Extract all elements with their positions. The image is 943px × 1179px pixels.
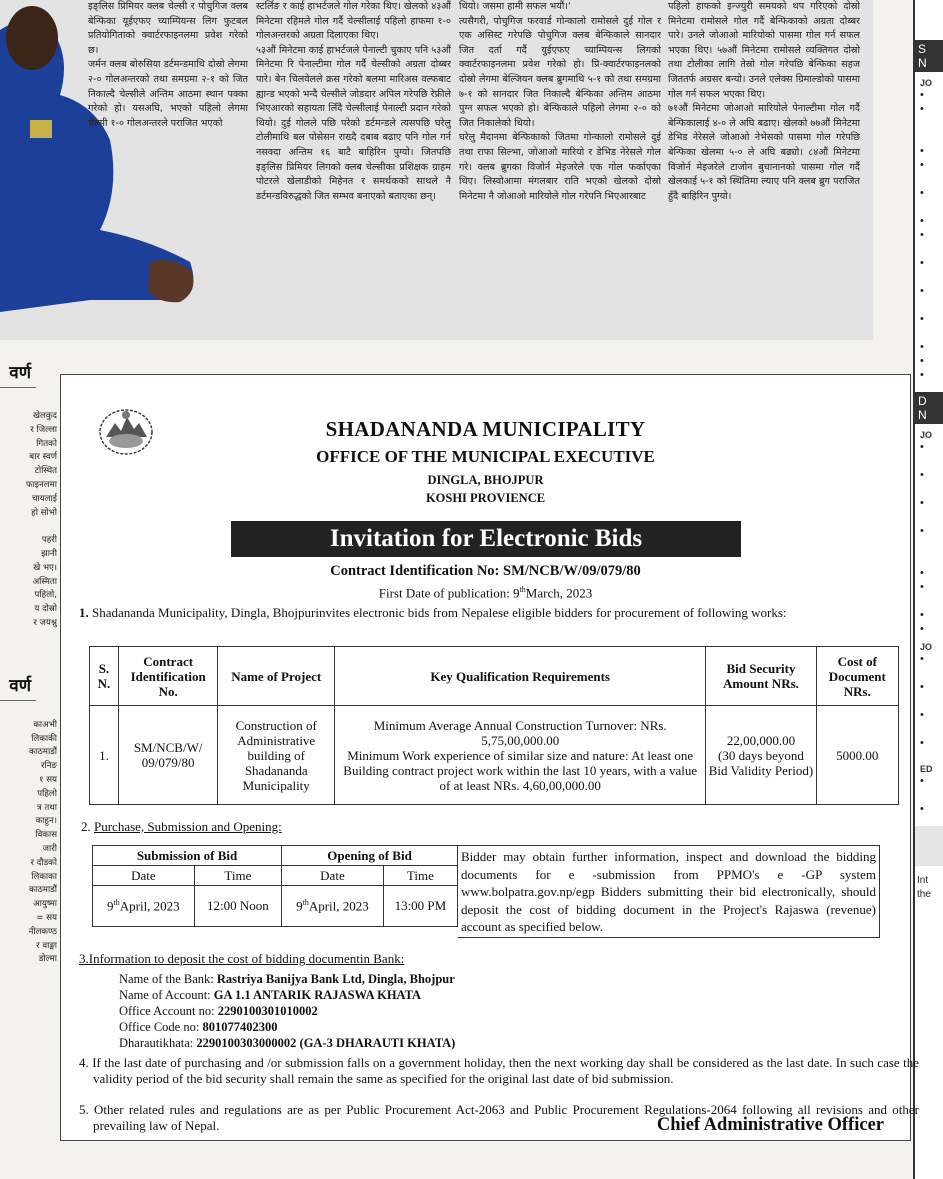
divider <box>0 387 36 388</box>
clause-4: 4. If the last date of purchasing and /or submission falls on a government holiday, then the next working day shall be considered as the last date. In such case the validity period of the bid security shall remain the same as specified for the original last date of bid submission. <box>79 1055 920 1086</box>
table-header-row <box>90 647 899 706</box>
right-news-column <box>913 0 943 1179</box>
right-heading-box-2: D N <box>915 392 943 424</box>
dharauti-account: Dharautikhata: 2290100303000002 (GA-3 DHARAUTI KHATA) <box>119 1036 456 1050</box>
right-heading-box-1: S N <box>915 40 943 72</box>
opening-header: Opening of Bid <box>282 846 458 866</box>
clause-1: 1. Shadananda Municipality, Dingla, Bhojpurinvites electronic bids from Nepalese eligible bidders for procurement of following works: <box>79 605 787 620</box>
header-project: Name of Project <box>218 647 335 706</box>
bullet-list: • • • • • • • • • • • • • <box>920 89 924 381</box>
office-name: OFFICE OF THE MUNICIPAL EXECUTIVE <box>316 447 655 466</box>
left-text-2: काअभी लिकाकी काठमाडौं रनिङ १ सय पहिलो त्र तथा काहुन। विकास जारी र दौडको लिकाका काठमाडौं आयुष्मा = सय नीलकण्ठ र वाङ्मा डोल्मा <box>28 719 57 965</box>
opening-time: 13:00 PM <box>383 886 457 927</box>
left-text-1: खेलकुद र जिल्ला गितको बार स्वर्ण टोस्थित फाइनलमा चायलाई हो सोभो पहरी झानी खे भए। अस्मिता पहिलो, य दोस्रो र जयश्नु <box>25 411 57 628</box>
bullet-list: • • • • <box>920 653 924 749</box>
date-label: Date <box>282 866 384 886</box>
right-label-2: JO <box>920 430 933 440</box>
office-code: Office Code no: 801077402300 <box>119 1020 278 1034</box>
table-row <box>90 706 899 805</box>
cell-cost: 5000.00 <box>816 706 898 805</box>
time-label: Time <box>194 866 281 886</box>
news-column-1: इङ्लिस प्रिमियर क्लब चेल्सी र पोचुगिज क्लब बेन्फिका यूईएफए च्याम्पियन्स लिग फुटबल प्रतियोगिताको क्वार्टरफाइनलमा प्रवेश गरेको छ। जर्मन क्लब बोरुसिया डर्टमन्डमाथि दोस्रो लेगमा २-० गोलअन्तरको तथा समग्रमा २-१ को जित निकाल्दै चेल्सीले अन्तिम आठमा स्थान पक्का गरेको हो। यसअघि, भएको पहिलो लेगमा चेल्सी १-० गोलअन्तरले पराजित भएको <box>88 1 248 129</box>
header-security: Bid Security Amount NRs. <box>706 647 816 706</box>
bid-note: Bidder may obtain further information, inspect and download the bidding documents for e -submission from PPMO's e -GP system www.bolpatra.gov.np/egp Bidders submitting their bid electronically, should deposit the cost of bidding document in the Project's Rajaswa (revenue) account as specified below. <box>458 845 880 938</box>
works-table <box>89 646 899 805</box>
news-article <box>0 0 873 340</box>
location-line-1: DINGLA, BHOJPUR <box>427 473 544 487</box>
date-label: Date <box>93 866 195 886</box>
time-label: Time <box>383 866 457 886</box>
clause-3: 3.Information to deposit the cost of bidding documentin Bank: <box>79 951 405 966</box>
left-heading-1: वर्ण <box>9 363 31 383</box>
right-label-4: ED <box>920 764 933 774</box>
bullet-list: • • <box>920 775 924 815</box>
publication-date: First Date of publication: 9thMarch, 2023 <box>378 585 593 601</box>
clause-2: 2. Purchase, Submission and Opening: <box>81 819 282 834</box>
news-column-2: स्टर्लिङ र काई हाभर्टजले गोल गरेका थिए। खेलको ४३औं मिनेटमा रहिमले गोल गर्दै चेल्सीलाई पहिलो हाफमा १-० गोलअन्तरको अग्रता दिलाएका थिए। ५३औं मिनेटमा काई हाभर्टजले पेनाल्टी चुकाए पनि ५३औं मिनेटमा रि पेनाल्टीमा गोल गर्दै चेल्सीको अग्रता दोब्बर पारे। बेन चिलवेलले क्रस गरेको बलमा मारिअस वल्फबाट ह्यान्ड भएको भन्दै चेल्सीले जोडदार अपिल गरेपछि रेफ्रीले भिएआरको सहायता लिँदै चेल्सीलाई पेनाल्टी प्रदान गरेको थियो। दुई गोलले पछि परेको डर्टमन्डले त्यसपछि घरेलु टोलीमाथि बल पोसेसन राख्दै दबाब बढाए पनि गोल गर्न नसक्दा अन्तिम १६ बाटै बाहिरिन पुग्यो। जितपछि इङ्लिस प्रिमियर लिगको क्लब चेल्सीका प्रशिक्षक ग्राहम पोटरले खेलाडीको मिहेनत र समर्थकको साथले नै डर्टमन्डविरुद्धको जित सम्भव बनाएको बताएका छन्। <box>256 1 451 202</box>
signatory: Chief Administrative Officer <box>656 1115 884 1135</box>
bid-notice <box>60 374 920 1141</box>
schedule-table <box>92 845 458 927</box>
submission-time: 12:00 Noon <box>194 886 281 927</box>
left-heading-2: वर्ण <box>9 675 31 696</box>
cell-security: 22,00,000.00 (30 days beyond Bid Validity Period) <box>706 706 816 805</box>
cell-sn: 1. <box>90 706 119 805</box>
office-account: Office Account no: 2290100301010002 <box>119 1004 318 1018</box>
header-sn: S. N. <box>90 647 119 706</box>
right-label-1: JO <box>920 78 933 88</box>
right-footer-text: Int the <box>917 875 931 900</box>
cell-project: Construction of Administrative building of Shadananda Municipality <box>218 706 335 805</box>
bank-name: Name of the Bank: Rastriya Banijya Bank Ltd, Dingla, Bhojpur <box>119 972 455 986</box>
location-line-2: KOSHI PROVIENCE <box>425 491 546 505</box>
contract-id: Contract Identification No: SM/NCB/W/09/079/80 <box>330 563 641 579</box>
header-contract: Contract Identification No. <box>118 647 218 706</box>
left-news-column <box>0 360 57 1150</box>
opening-date: 9thApril, 2023 <box>282 886 384 927</box>
bullet-list: • • • • • • • • <box>920 441 924 635</box>
right-label-3: JO <box>920 642 933 652</box>
account-name: Name of Account: GA 1.1 ANTARIK RAJASWA KHATA <box>119 988 422 1002</box>
news-column-3: थियो। जसमा हामी सफल भयौं।' त्यसैगरी, पोचुगिज फरवार्ड गोन्कालो रामोसले दुई गोल र एक असिस्ट गरेपछि पोचुगिज क्लब बेन्फिकाले सानदार जित दर्ता गर्दै युईएफए च्याम्पियन्स लिगको क्वार्टरफाइनलमा प्रवेश गरेको हो। प्रि-क्वार्टरफाइनलको दोस्रो लेगमा बेल्जियन क्लब ब्रुगमाथि ५-१ को तथा समग्रमा ७-१ को सानदार जित निकाल्दै बेन्फिका अन्तिम आठमा पुग्न सफल भएको हो। बेन्फिकाले पहिलो लेगमा २-० को जित निकालेको थियो। घरेलु मैदानमा बेन्फिकाको जितमा गोन्कालो रामोसले दुई तथा राफा सिल्भा, जोआओ मारियो र डेभिड नेरेसले गोल गरे। क्लब ब्रुगका विजोर्न मेइजरेले एक गोल फर्काएका थिए। लिस्वोआमा मंगलबार राति भएको खेलको दोस्रो मिनेटमा नै जोआओ मारियोले गोल गरेपनि भिएआरबाट <box>459 1 661 202</box>
cell-contract: SM/NCB/W/ 09/079/80 <box>118 706 218 805</box>
divider <box>0 700 36 701</box>
news-column-4: पहिलो हाफको इन्ज्युरी समयको थप गरिएको दोस्रो मिनेटमा रामोसले गोल गर्दै बेन्फिकाको अग्रता दोब्बर पारे। उनले जोआओ मारियोको पासमा गोल गर्न सफल भएका थिए। ५७औं मिनेटमा रामोसले व्यक्तिगत दोस्रो तथा टोलीका लागि तेस्रो गोल गरेपछि बेन्फिका सहज जिततर्फ अग्रसर बन्यो। उनले एलेक्स ग्रिमाल्डोको पासमा गोल गर्न सफल भएका थिए। ७१औं मिनेटमा जोआओ मारियोले पेनाल्टीमा गोल गर्दै बेन्फिकालाई ४-० ले अघि बढाए। खेलको ७७औं मिनेटमा डेभिड नेरेसले जोआओ नेभेसको पासमा गोल गरेपछि बेन्फिका खेलमा ५-० ले अघि बढ्यो। ८४औं मिनेटमा विजोर्न मेइजरेले टाजोन बुचानानको पासमा गोल गर्दै खेलकाई ५-१ को स्थितिमा ल्याए पनि क्लब ब्रुग पराजित हुँदै बाहिरिन पुग्यो। <box>668 1 860 202</box>
header-cost: Cost of Document NRs. <box>816 647 898 706</box>
municipality-name: SHADANANDA MUNICIPALITY <box>325 417 646 441</box>
cell-requirements: Minimum Average Annual Construction Turnover: NRs. 5,75,00,000.00 Minimum Work experience of similar size and nature: At least one Building contract project work within the last 10 years, with a value of at least NRs. 4,60,00,000.00 <box>335 706 706 805</box>
notice-banner: Invitation for Electronic Bids <box>231 521 741 557</box>
grey-band <box>915 826 943 866</box>
submission-header: Submission of Bid <box>93 846 282 866</box>
header-requirements: Key Qualification Requirements <box>335 647 706 706</box>
submission-date: 9thApril, 2023 <box>93 886 195 927</box>
clause-5: 5. Other related rules and regulations are as per Public Procurement Act-2063 and Public Procurement Regulations-2064 following all revisions and other prevailing law of Nepal. <box>79 1102 920 1133</box>
